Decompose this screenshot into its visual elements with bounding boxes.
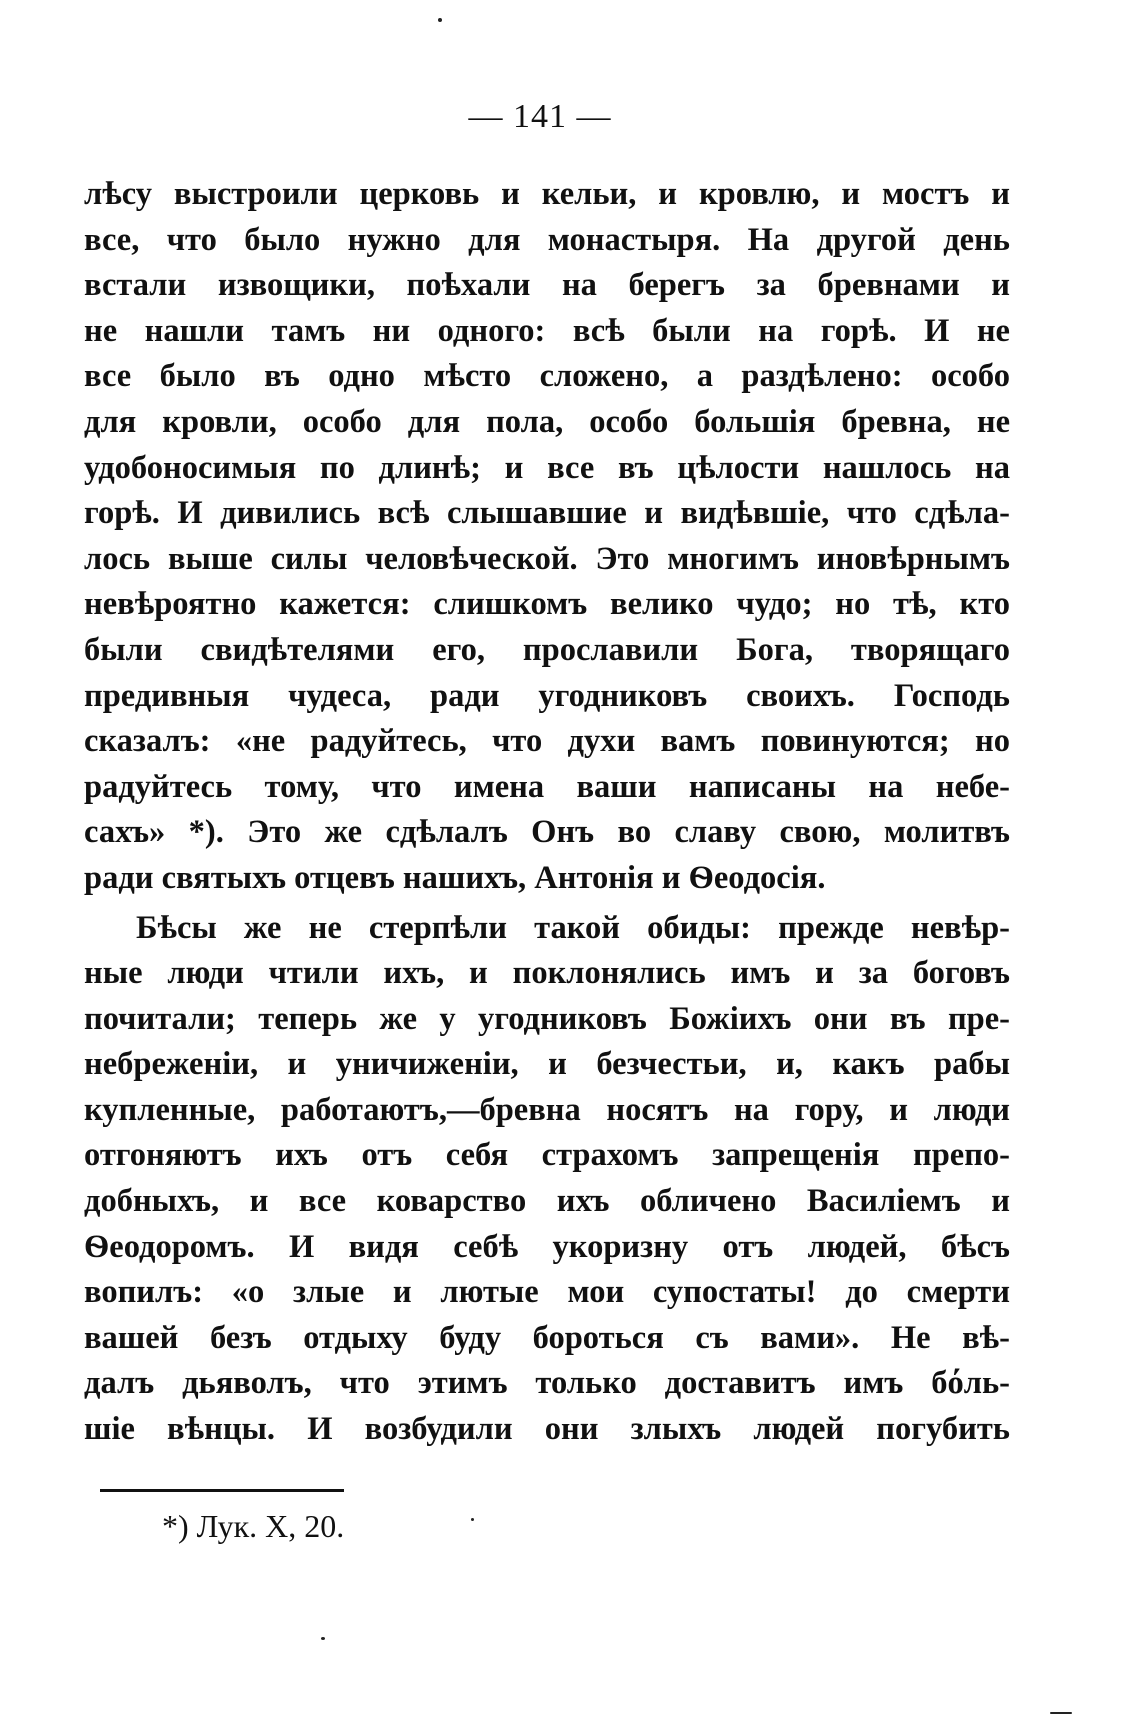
paragraph bbox=[84, 172, 1010, 902]
text-line: невѣроятно кажется: слишкомъ велико чудо; но тѣ, кто bbox=[84, 586, 1010, 623]
text-line: предивныя чудеса, ради угодниковъ своихъ. Господь bbox=[84, 677, 1010, 714]
text-line: вопилъ: «о злые и лютые мои супостаты! до смерти bbox=[84, 1274, 1010, 1311]
text-line: добныхъ, и все коварство ихъ обличено Василіемъ и bbox=[84, 1183, 1010, 1220]
text-line: отгоняютъ ихъ отъ себя страхомъ запрещенія препо- bbox=[84, 1137, 1010, 1174]
footnote: *) Лук. X, 20. bbox=[162, 1508, 345, 1544]
paragraph bbox=[84, 906, 1010, 1453]
text-line: для кровли, особо для пола, особо большія бревна, не bbox=[84, 403, 1010, 440]
text-line: не нашли тамъ ни одного: всѣ были на горѣ. И не bbox=[84, 312, 1010, 349]
text-line: далъ дьяволъ, что этимъ только доставитъ имъ бόль- bbox=[84, 1365, 1010, 1402]
body-text bbox=[84, 172, 1010, 1453]
text-line: встали извощики, поѣхали на берегъ за бревнами и bbox=[84, 267, 1010, 304]
page-number: — 141 — bbox=[468, 98, 612, 135]
text-line: были свидѣтелями его, прославили Бога, творящаго bbox=[84, 631, 1010, 668]
text-line: горѣ. И дивились всѣ слышавшие и видѣвшіе, что сдѣла- bbox=[84, 495, 1010, 532]
footnote-divider bbox=[100, 1489, 344, 1492]
text-line: лось выше силы человѣческой. Это многимъ иновѣрнымъ bbox=[84, 540, 1010, 577]
text-line: радуйтесь тому, что имена ваши написаны на небе- bbox=[84, 768, 1010, 805]
text-line: лѣсу выстроили церковь и кельи, и кровлю, и мостъ и bbox=[84, 176, 1010, 212]
text-line: почитали; теперь же у угодниковъ Божіихъ они въ пре- bbox=[84, 1000, 1010, 1037]
scan-speck bbox=[438, 18, 442, 22]
text-line: ные люди чтили ихъ, и поклонялись имъ и за боговъ bbox=[84, 955, 1010, 992]
text-line: вашей безъ отдыху буду бороться съ вами». Не вѣ- bbox=[84, 1319, 1010, 1356]
text-line: сказалъ: «не радуйтесь, что духи вамъ повинуются; но bbox=[84, 723, 1010, 760]
text-line: все, что было нужно для монастыря. На другой день bbox=[84, 221, 1010, 258]
scan-speck bbox=[321, 1637, 325, 1640]
scan-speck bbox=[1050, 1712, 1072, 1714]
text-line: Бѣсы же не стерпѣли такой обиды: прежде невѣр- bbox=[136, 909, 1010, 946]
text-line: купленные, работаютъ,—бревна носятъ на гору, и люди bbox=[84, 1091, 1010, 1128]
text-line: сахъ» *). Это же сдѣлалъ Онъ во славу свою, молитвъ bbox=[84, 814, 1010, 851]
scan-speck bbox=[471, 1518, 474, 1521]
text-line: Ѳеодоромъ. И видя себѣ укоризну отъ людей, бѣсъ bbox=[84, 1228, 1010, 1265]
text-line: небреженіи, и уничиженіи, и безчестьи, и, какъ рабы bbox=[84, 1046, 1010, 1083]
text-line: все было въ одно мѣсто сложено, а раздѣлено: особо bbox=[84, 358, 1010, 395]
text-line: удобоносимыя по длинѣ; и все въ цѣлости нашлось на bbox=[84, 449, 1010, 486]
text-line: ради святыхъ отцевъ нашихъ, Антонія и Ѳеодосія. bbox=[84, 859, 826, 896]
text-line: шіе вѣнцы. И возбудили они злыхъ людей погубить bbox=[84, 1411, 1010, 1448]
